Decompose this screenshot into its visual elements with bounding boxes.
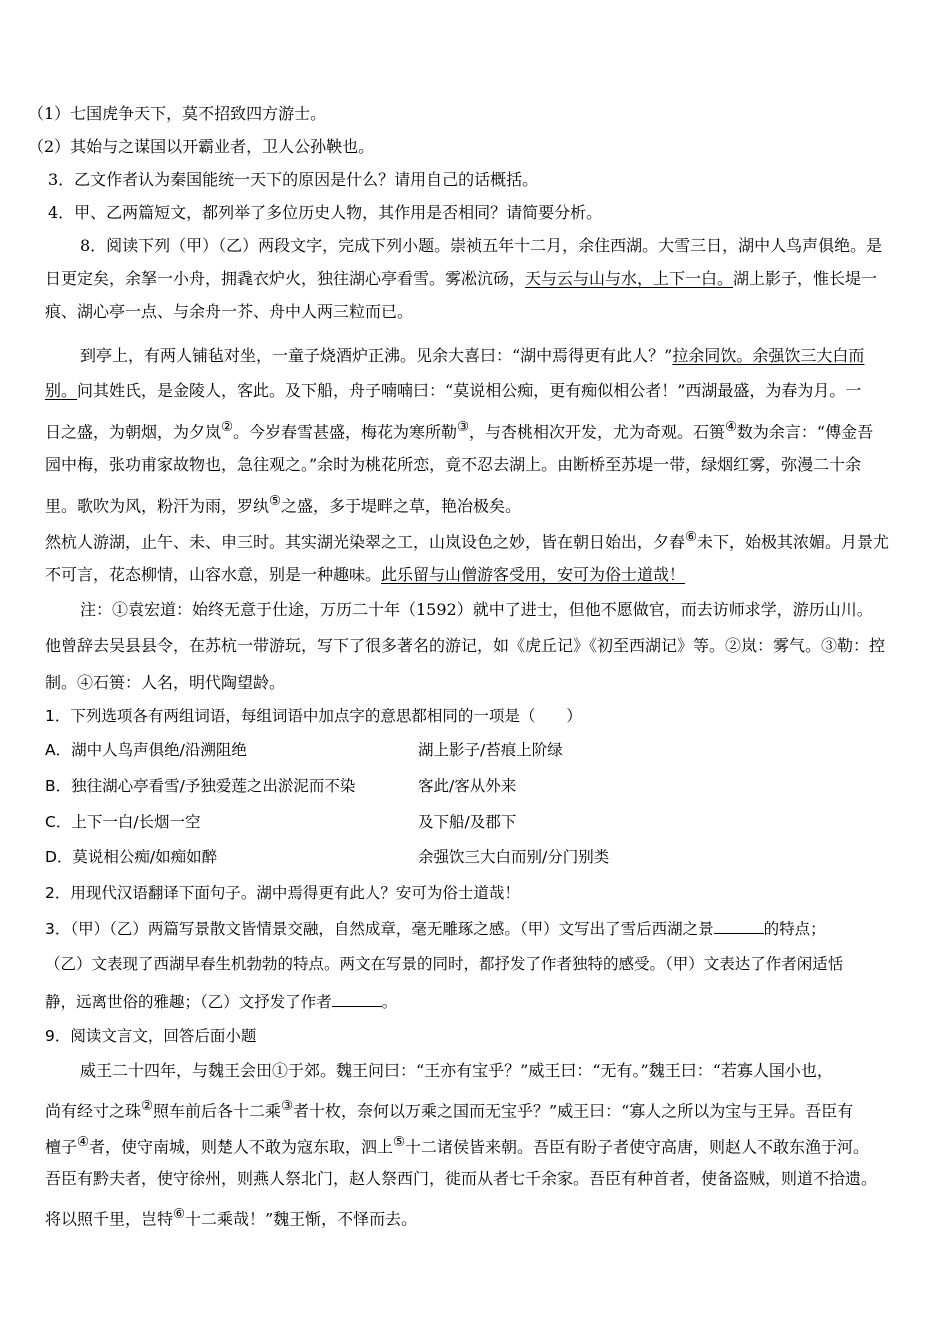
text: 然杭人游湖，止午、未、申三时。其实湖光染翠之工，山岚设色之妙，皆在朝日始出，夕舂 [45, 532, 686, 552]
passage-9-line-3 [45, 1133, 869, 1157]
option-a-right: 湖上影子/苔痕上阶绿 [418, 741, 563, 759]
text: 者十枚，奈何以万乘之国而无宝乎？”威王曰：“寡人之所以为宝与王异。吾臣有 [292, 1101, 854, 1121]
question-4: 4．甲、乙两篇短文，都列举了多位历史人物，其作用是否相同？请简要分析。 [48, 203, 603, 222]
footnote-marker: ⑥ [685, 530, 697, 545]
footnote-marker: ④ [77, 1135, 89, 1150]
text: 里。歌吹为风，粉汗为雨，罗纨 [45, 496, 270, 516]
answer-blank[interactable] [714, 918, 764, 934]
passage-a-line-2 [45, 269, 877, 289]
text: 湖上影子，惟长堤一 [733, 269, 878, 288]
answer-blank[interactable] [332, 991, 382, 1007]
option-b-left: B．独往湖心亭看雪/予独爱莲之出淤泥而不染 [45, 777, 356, 795]
footnote-marker: ③ [456, 420, 469, 435]
passage-b-line-1 [80, 346, 864, 366]
passage-9-line-2 [45, 1097, 854, 1121]
footnote-marker: ② [141, 1099, 153, 1114]
text: 问其姓氏，是金陵人，客此。及下船，舟子喃喃曰：“莫说相公痴，更有痴似相公者！”西湖最盛，为春为月。一 [77, 381, 862, 400]
footnote-marker: ④ [724, 420, 737, 435]
option-c-left: C．上下一白/长烟一空 [45, 813, 201, 831]
line-1: （1）七国虎争天下，莫不招致四方游士。 [28, 104, 327, 123]
passage-9-line-5 [45, 1205, 418, 1229]
underlined-text: 拉余同饮。余强饮三大白而 [672, 346, 865, 365]
passage-b-line-4: 园中梅，张功甫家故物也，急往观之。”余时为桃花所恋，竟不忍去湖上。由断桥至苏堤一带，绿烟红雾，弥漫二十余 [45, 455, 862, 474]
text: 。 [381, 993, 398, 1011]
text: 十二乘哉！”魏王惭，不怿而去。 [184, 1209, 418, 1229]
text: 尚有经寸之珠 [45, 1101, 142, 1121]
text: ，与杏桃相次开发，尤为奇观。石篑 [468, 422, 725, 442]
line-2: （2）其始与之谋国以开霸业者，卫人公孙鞅也。 [28, 137, 375, 156]
sub-question-1: 1．下列选项各有两组词语，每组词语中加点字的意思都相同的一项是（ ） [45, 707, 582, 725]
sub-question-2: 2．用现代汉语翻译下面句子。湖中焉得更有此人？安可为俗士道哉！ [45, 884, 520, 902]
text: 照车前后各十二乘 [152, 1101, 281, 1121]
footnote-marker: ③ [280, 1099, 293, 1114]
option-a-left: A．湖中人鸟声俱绝/沿溯阻绝 [45, 741, 247, 759]
sub-question-3-line-2: （乙）文表现了西湖早春生机勃勃的特点。两文在写景的同时，都抒发了作者独特的感受。（甲）文表达了作者闲适恬 [45, 955, 844, 973]
option-c-right: 及下船/及郡下 [418, 813, 517, 831]
text: 3．（甲）（乙）两篇写景散文皆情景交融，自然成章，毫无雕琢之感。（甲）文写出了雪后西湖之景 [45, 920, 714, 938]
text: 。今岁春雪甚盛，梅花为寒所勒 [232, 422, 457, 442]
note-line-3: 制。④石篑：人名，明代陶望龄。 [45, 673, 286, 692]
text: 的特点； [763, 920, 826, 938]
text: 静，远离世俗的雅趣；（乙）文抒发了作者 [45, 993, 332, 1011]
underlined-text: 天与云与山与水，上下一白。 [525, 269, 734, 288]
question-3: 3．乙文作者认为秦国能统一天下的原因是什么？请用自己的话概括。 [48, 170, 539, 189]
footnote-marker: ⑤ [269, 494, 281, 509]
option-b-right: 客此/客从外来 [418, 777, 517, 795]
option-d-left: D．莫说相公痴/如痴如醉 [45, 848, 218, 866]
passage-9-line-1: 威王二十四年，与魏王会田①于郊。魏王问曰：“王亦有宝乎？”威王曰：“无有。”魏王曰：“若寡人国小也， [80, 1061, 833, 1080]
text: 到亭上，有两人铺毡对坐，一童子烧酒炉正沸。见余大喜曰：“湖中焉得更有此人？” [80, 346, 673, 365]
text: 十二诸侯皆来朝。吾臣有盼子者使守高唐，则赵人不敢东渔于河。 [404, 1137, 869, 1157]
footnote-marker: ② [221, 420, 233, 435]
text: 日之盛，为朝烟，为夕岚 [45, 422, 222, 442]
passage-9-line-4: 吾臣有黔夫者，使守徐州，则燕人祭北门，赵人祭西门，徙而从者七千余家。吾臣有种首者，使备盗贼，则道不拾遗。 [45, 1169, 878, 1188]
text: 檀子 [45, 1137, 78, 1157]
passage-b-line-6 [45, 528, 889, 552]
note-line-1: 注：①袁宏道：始终无意于仕途，万历二十年（1592）就中了进士，但他不愿做官，而去访师求学，游历山川。 [80, 600, 873, 619]
question-9: 9．阅读文言文，回答后面小题 [45, 1027, 257, 1045]
sub-question-3-line-3 [45, 991, 397, 1011]
sub-question-3 [45, 918, 826, 938]
text: 未下，始极其浓媚。月景尤 [696, 532, 889, 552]
footnote-marker: ⑤ [392, 1135, 405, 1150]
text: 日更定矣，余拏一小舟，拥毳衣炉火，独往湖心亭看雪。雾凇沆砀， [45, 269, 526, 288]
passage-a-line-3: 痕、湖心亭一点、与余舟一芥、舟中人两三粒而已。 [45, 302, 414, 321]
passage-b-line-3 [45, 418, 874, 442]
passage-b-line-7 [45, 565, 685, 585]
text: 将以照千里，岂特 [45, 1209, 174, 1229]
text: 者，使守南城，则楚人不敢为寇东取，泗上 [88, 1137, 393, 1157]
note-line-2: 他曾辞去吴县县令，在苏杭一带游玩，写下了很多著名的游记，如《虎丘记》《初至西湖记》等。②岚：雾气。③勒：控 [45, 636, 886, 655]
text: 不可言，花态柳情，山容水意，别是一种趣味。 [45, 565, 382, 584]
underlined-text: 此乐留与山僧游客受用，安可为俗士道哉！ [381, 565, 686, 584]
footnote-marker: ⑥ [173, 1207, 185, 1222]
question-8-intro: 8．阅读下列（甲）（乙）两段文字，完成下列小题。崇祯五年十二月，余住西湖。大雪三日，湖中人鸟声俱绝。是 [80, 236, 883, 255]
passage-b-line-2 [45, 381, 861, 401]
text: 数为余言：“傅金吾 [736, 422, 874, 442]
underlined-text: 别。 [45, 381, 78, 400]
text: 之盛，多于堤畔之草，艳冶极矣。 [280, 496, 521, 516]
passage-b-line-5 [45, 492, 521, 516]
option-d-right: 余强饮三大白而别/分门别类 [418, 848, 610, 866]
